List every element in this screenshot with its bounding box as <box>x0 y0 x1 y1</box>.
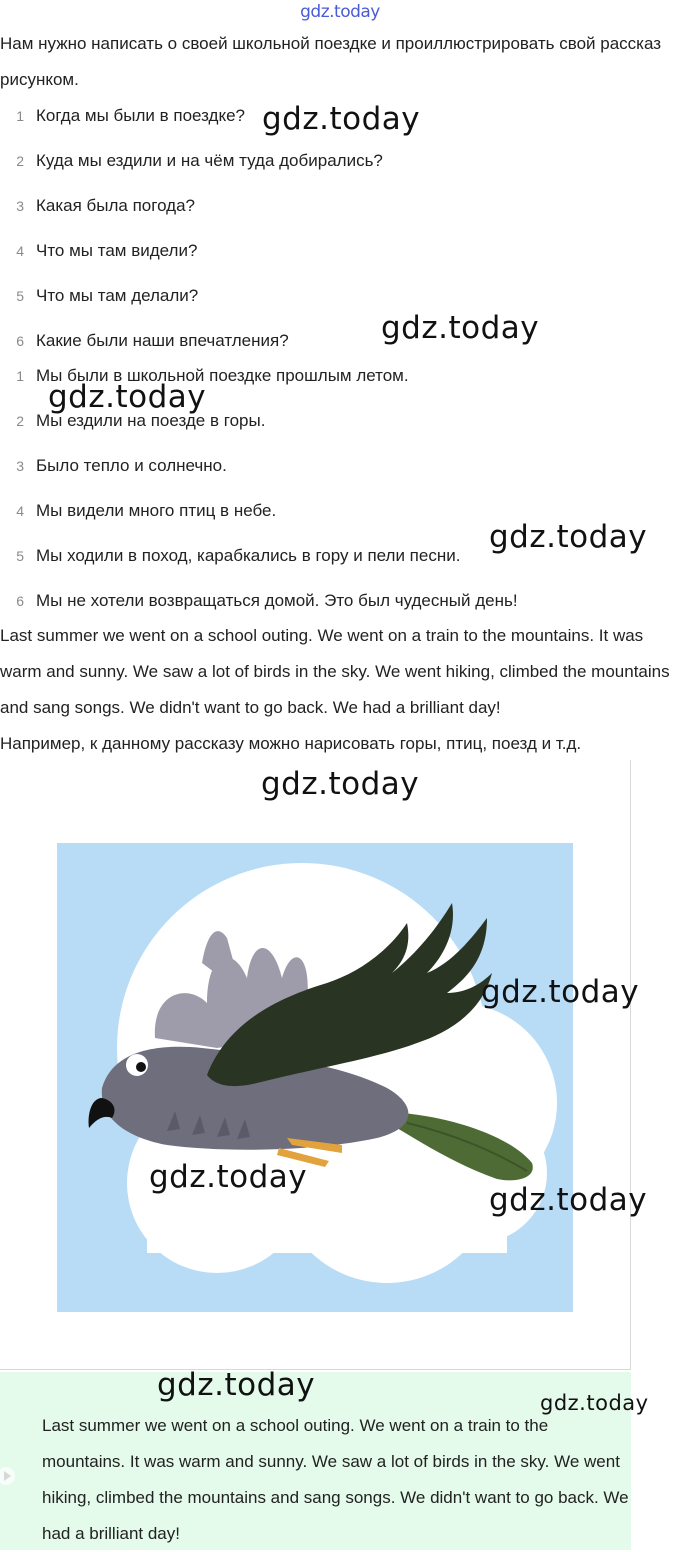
list-number: 4 <box>16 503 24 519</box>
watermark: gdz.today <box>149 1159 308 1195</box>
intro-text: Нам нужно написать о своей школьной поездке и проиллюстрировать свой рассказ рисунком. <box>0 34 662 89</box>
list-item-text: Куда мы ездили и на чём туда добирались? <box>36 151 383 170</box>
story-paragraph: Last summer we went on a school outing. We went on a train to the mountains. It was warm and sunny. We saw a lot of birds in the sky. We went hiking, climbed the mountains and sang songs. We didn't want to go back. We had a brilliant day! <box>0 626 670 717</box>
bird-illustration <box>57 843 573 1312</box>
play-icon[interactable] <box>0 1467 18 1485</box>
list-number: 1 <box>16 368 24 384</box>
list-number: 4 <box>16 243 24 259</box>
list-item <box>0 326 289 356</box>
site-logo[interactable]: gdz.today <box>300 2 380 22</box>
bird-beak <box>89 1098 115 1128</box>
list-item <box>0 146 383 176</box>
list-number: 6 <box>16 333 24 349</box>
list-item <box>0 496 276 526</box>
list-item-text: Какая была погода? <box>36 196 196 215</box>
watermark: gdz.today <box>157 1367 316 1403</box>
list-item-text: Было тепло и солнечно. <box>36 456 227 475</box>
list-item <box>0 451 227 481</box>
list-number: 5 <box>16 548 24 564</box>
bird-pupil <box>136 1062 146 1072</box>
watermark: gdz.today <box>262 101 421 137</box>
list-item <box>0 191 195 221</box>
list-item-text: Мы не хотели возвращаться домой. Это был чудесный день! <box>36 591 518 610</box>
list-item <box>0 541 460 571</box>
list-number: 3 <box>16 458 24 474</box>
watermark: gdz.today <box>481 974 640 1010</box>
answer-box-text: Last summer we went on a school outing. We went on a train to the mountains. It was warm and sunny. We saw a lot of birds in the sky. We went hiking, climbed the mountains and sang songs. We didn't want to go back. We had a brilliant day! <box>42 1416 629 1543</box>
list-number: 6 <box>16 593 24 609</box>
watermark: gdz.today <box>489 519 648 555</box>
watermark: gdz.today <box>489 1182 648 1218</box>
list-item-text: Мы ходили в поход, карабкались в гору и пели песни. <box>36 546 461 565</box>
list-number: 5 <box>16 288 24 304</box>
bird-drawing <box>57 843 573 1312</box>
list-item <box>0 236 197 266</box>
list-item-text: Мы видели много птиц в небе. <box>36 501 277 520</box>
list-item-text: Мы ездили на поезде в горы. <box>36 411 266 430</box>
watermark: gdz.today <box>48 379 207 415</box>
watermark: gdz.today <box>540 1391 649 1415</box>
list-number: 2 <box>16 413 24 429</box>
list-item-text: Что мы там делали? <box>36 286 199 305</box>
watermark: gdz.today <box>261 766 420 802</box>
list-item-text: Что мы там видели? <box>36 241 198 260</box>
list-number: 2 <box>16 153 24 169</box>
list-item-text: Когда мы были в поездке? <box>36 106 245 125</box>
list-item-text: Мы были в школьной поездке прошлым летом. <box>36 366 409 385</box>
list-item <box>0 586 518 616</box>
list-item-text: Какие были наши впечатления? <box>36 331 289 350</box>
list-item <box>0 101 245 131</box>
watermark: gdz.today <box>381 310 540 346</box>
list-number: 1 <box>16 108 24 124</box>
list-number: 3 <box>16 198 24 214</box>
drawing-note: Например, к данному рассказу можно нарисовать горы, птиц, поезд и т.д. <box>0 734 582 753</box>
list-item <box>0 281 198 311</box>
